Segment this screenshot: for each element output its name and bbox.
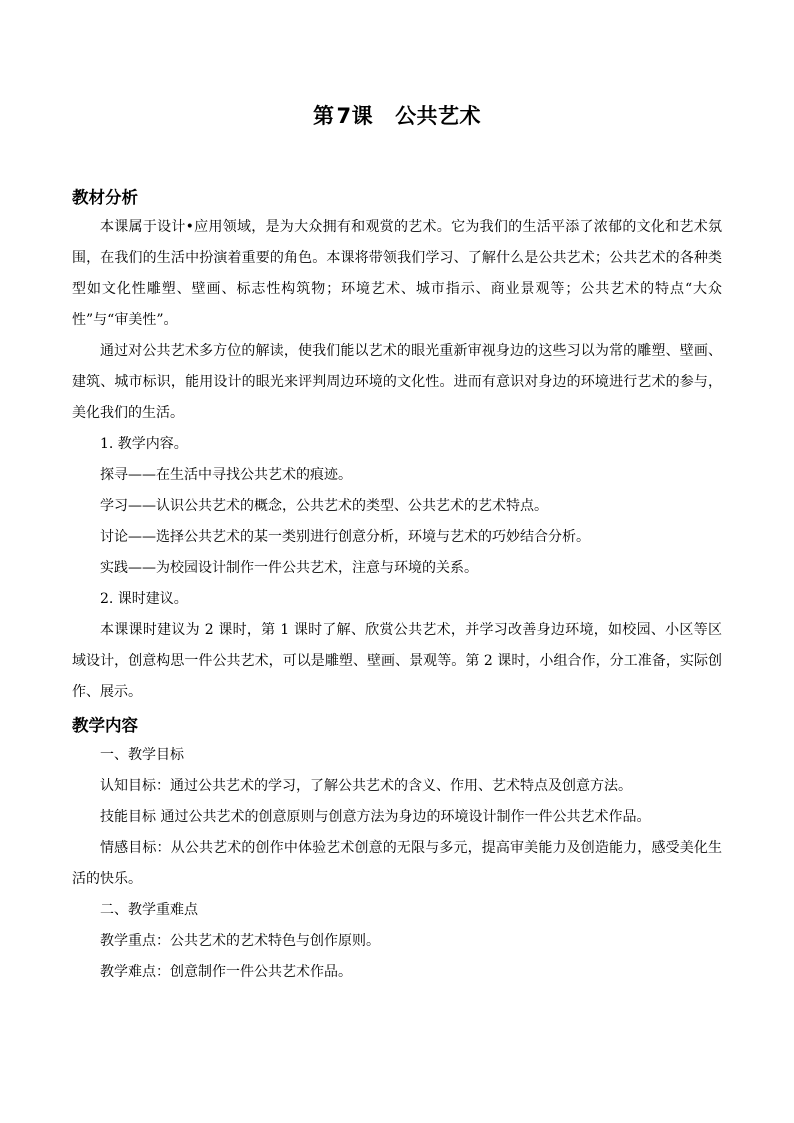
list-item: 实践——为校园设计制作一件公共艺术，注意与环境的关系。 bbox=[100, 560, 478, 576]
list-item: 学习——认识公共艺术的概念，公共艺术的类型、公共艺术的艺术特点。 bbox=[100, 498, 548, 514]
list-item: 认知目标：通过公共艺术的学习，了解公共艺术的含义、作用、艺术特点及创意方法。 bbox=[100, 778, 632, 794]
list-item: 技能目标 通过公共艺术的创意原则与创意方法为身边的环境设计制作一件公共艺术作品。 bbox=[100, 809, 651, 825]
list-item: 讨论——选择公共艺术的某一类别进行创意分析，环境与艺术的巧妙结合分析。 bbox=[100, 529, 590, 545]
list-item: 教学难点：创意制作一件公共艺术作品。 bbox=[100, 964, 352, 980]
paragraph: 本课属于设计•应用领域，是为大众拥有和观赏的艺术。它为我们的生活平添了浓郁的文化和艺术氛围，在我们的生活中扮演着重要的角色。本课将带领我们学习、了解什么是公共艺术；公共艺术的各种类型如文化性雕塑、壁画、标志性构筑物；环境艺术、城市指示、商业景观等；公共艺术的特点“大众性”与“审美性”。 bbox=[72, 219, 722, 328]
paragraph: 本课课时建议为 2 课时，第 1 课时了解、欣赏公共艺术，并学习改善身边环境，如校园、小区等区域设计，创意构思一件公共艺术，可以是雕塑、壁画、景观等。第 2 课时，小组合作，分工准备，实际创作、展示。 bbox=[72, 622, 722, 700]
lesson-name: 公共艺术 bbox=[395, 104, 482, 128]
paragraph: 通过对公共艺术多方位的解读，使我们能以艺术的眼光重新审视身边的这些习以为常的雕塑、壁画、建筑、城市标识，能用设计的眼光来评判周边环境的文化性。进而有意识对身边的环境进行艺术的参与，美化我们的生活。 bbox=[72, 343, 722, 421]
list-item: 1. 教学内容。 bbox=[100, 436, 188, 452]
document-page bbox=[72, 96, 722, 988]
list-item: 探寻——在生活中寻找公共艺术的痕迹。 bbox=[100, 467, 352, 483]
title-prefix: 第 bbox=[312, 104, 335, 128]
list-item: 二、教学重难点 bbox=[100, 902, 198, 918]
section-heading-teaching-content: 教学内容 bbox=[72, 716, 138, 735]
page-title bbox=[72, 96, 722, 136]
lesson-number: 7 bbox=[336, 104, 352, 128]
list-item: 2. 课时建议。 bbox=[100, 591, 188, 607]
list-item: 一、教学目标 bbox=[100, 747, 184, 763]
paragraph: 情感目标：从公共艺术的创作中体验艺术创意的无限与多元，提高审美能力及创造能力，感受美化生活的快乐。 bbox=[72, 840, 722, 887]
title-suffix: 课 bbox=[351, 104, 374, 128]
list-item: 教学重点：公共艺术的艺术特色与创作原则。 bbox=[100, 933, 380, 949]
section-heading-textbook-analysis: 教材分析 bbox=[72, 188, 138, 207]
